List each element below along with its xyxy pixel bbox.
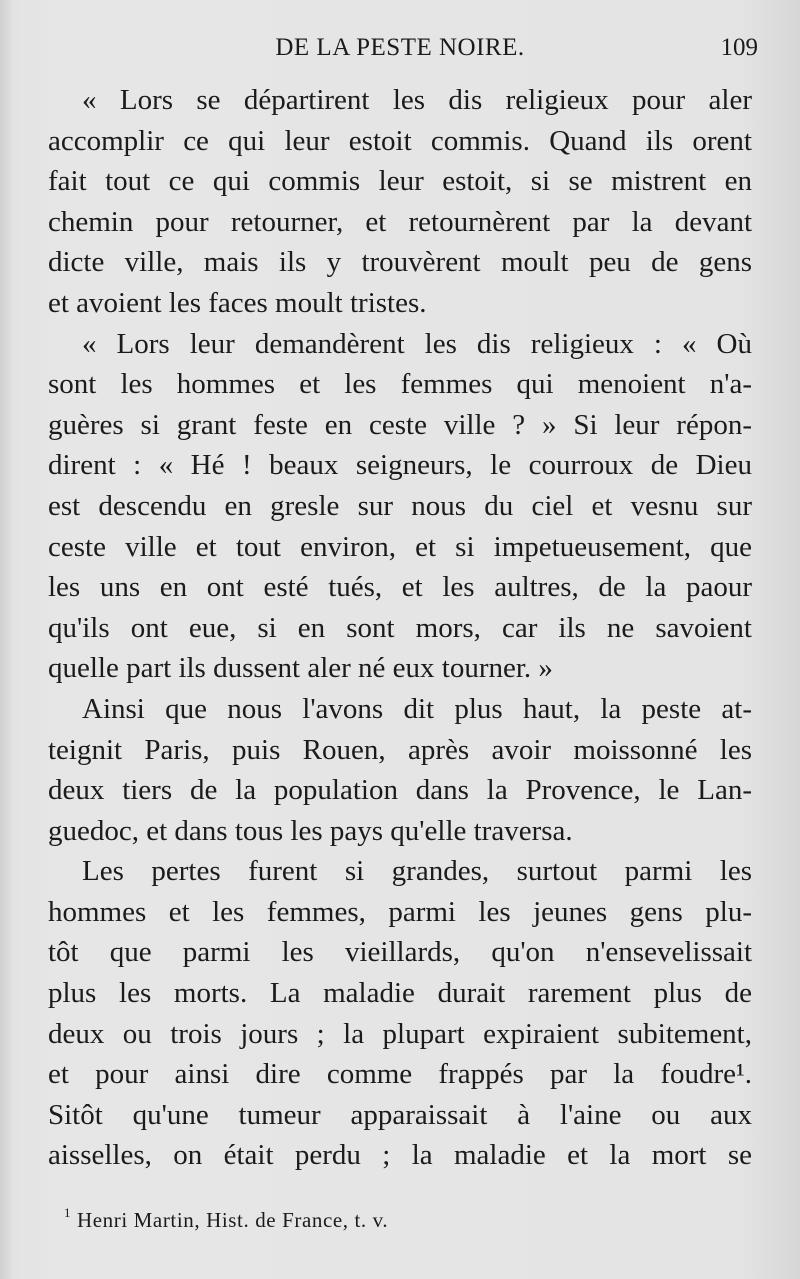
text-line: aisselles, on était perdu ; la maladie et la mort se — [48, 1139, 752, 1172]
text-line: et pour ainsi dire comme frappés par la foudre¹. — [48, 1058, 752, 1091]
text-line: qu'ils ont eue, si en sont mors, car ils ne savoient — [48, 611, 752, 644]
running-head — [0, 34, 800, 70]
text-line: dirent : « Hé ! beaux seigneurs, le courroux de Dieu — [48, 449, 752, 482]
text-line: quelle part ils dussent aler né eux tourner. » — [48, 652, 553, 685]
text-line: Sitôt qu'une tumeur apparaissait à l'aine ou aux — [48, 1098, 752, 1131]
text-line: guedoc, et dans tous les pays qu'elle traversa. — [48, 814, 573, 847]
text-line: « Lors se départirent les dis religieux pour aler — [82, 84, 752, 116]
text-line: dicte ville, mais ils y trouvèrent moult peu de gens — [48, 246, 752, 279]
page-number: 109 — [720, 34, 758, 61]
text-line: hommes et les femmes, parmi les jeunes gens plu- — [48, 895, 752, 928]
text-line: ceste ville et tout environ, et si impetueusement, que — [48, 530, 752, 563]
text-line: fait tout ce qui commis leur estoit, si se mistrent en — [48, 165, 752, 198]
text-line: deux ou trois jours ; la plupart expiraient subitement, — [48, 1017, 752, 1050]
text-line: guères si grant feste en ceste ville ? » Si leur répon- — [48, 408, 752, 441]
text-line: sont les hommes et les femmes qui menoient n'a- — [48, 368, 752, 401]
text-line: teignit Paris, puis Rouen, après avoir moissonné les — [48, 733, 752, 766]
text-line: chemin pour retourner, et retournèrent par la devant — [48, 205, 752, 238]
running-title: DE LA PESTE NOIRE. — [275, 34, 525, 61]
text-line: plus les morts. La maladie durait rarement plus de — [48, 977, 752, 1010]
footnote-marker: 1 — [64, 1205, 72, 1220]
text-line: Les pertes furent si grandes, surtout parmi les — [82, 855, 752, 888]
text-line: est descendu en gresle sur nous du ciel et vesnu sur — [48, 489, 752, 522]
text-line: deux tiers de la population dans la Provence, le Lan- — [48, 774, 752, 807]
text-line: et avoient les faces moult tristes. — [48, 286, 427, 319]
text-line: accomplir ce qui leur estoit commis. Quand ils orent — [48, 124, 752, 157]
footnote — [64, 1207, 388, 1233]
text-line: les uns en ont esté tués, et les aultres, de la paour — [48, 571, 752, 604]
body-text — [48, 80, 752, 1176]
text-line: « Lors leur demandèrent les dis religieux : « Où — [82, 327, 752, 360]
footnote-text: Henri Martin, Hist. de France, t. v. — [76, 1208, 389, 1232]
text-line: Ainsi que nous l'avons dit plus haut, la peste at- — [82, 692, 752, 725]
text-line: tôt que parmi les vieillards, qu'on n'ensevelissait — [48, 936, 752, 969]
